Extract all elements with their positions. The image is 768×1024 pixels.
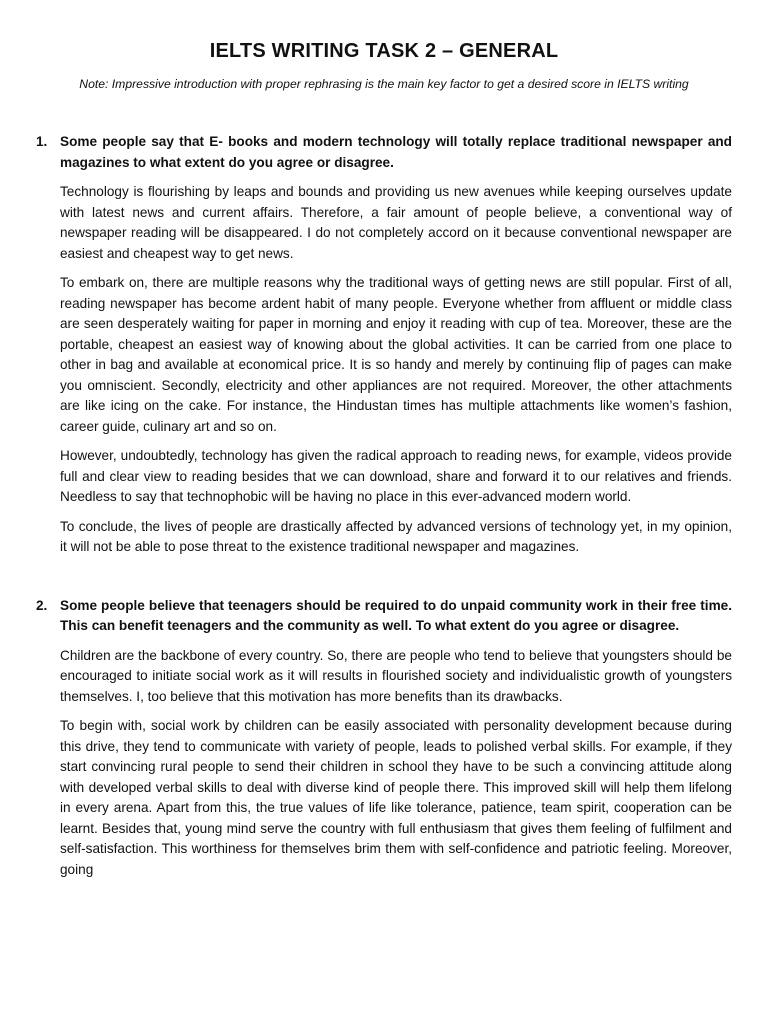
question-body bbox=[60, 596, 732, 881]
question-prompt: Some people believe that teenagers should be required to do unpaid community work in their free time. This can benefit teenagers and the community as well. To what extent do you agree or disagree. bbox=[60, 597, 732, 633]
question-prompt: Some people say that E- books and modern technology will totally replace traditional newspaper and magazines to what extent do you agree or disagree. bbox=[60, 134, 732, 170]
question-body bbox=[60, 132, 732, 558]
answer-paragraph: Children are the backbone of every country. So, there are people who tend to believe that youngsters should be encouraged to initiate social work as it will results in flourished society and individualistic growth of youngsters themselves. I, too believe that this motivation has more benefits than its drawbacks. bbox=[60, 647, 732, 704]
question-2 bbox=[36, 596, 732, 881]
question-number: 1. bbox=[36, 134, 48, 149]
question-number: 2. bbox=[36, 597, 48, 613]
answer-paragraph: To conclude, the lives of people are drastically affected by advanced versions of technology yet, in my opinion, it will not be able to pose threat to the existence traditional newspaper and magazines. bbox=[60, 518, 732, 554]
answer-paragraph: However, undoubtedly, technology has given the radical approach to reading news, for example, videos provide full and clear view to reading besides that we can download, share and forward it to our relatives and friends. Needless to say that technophobic will be having no place in this ever-advanced modern world. bbox=[60, 448, 732, 504]
document-title: IELTS WRITING TASK 2 – GENERAL bbox=[209, 40, 559, 62]
question-1 bbox=[36, 132, 732, 558]
answer-paragraph: To embark on, there are multiple reasons why the traditional ways of getting news are still popular. First of all, reading newspaper has become ardent habit of many people. Everyone whether from affluent or middle class are seen desperately waiting for paper in morning and enjoy it reading with cup of tea. Moreover, these are the portable, cheapest an easiest way of knowing about the global activities. It can be carried from one place to other in bag and available at economical price. It is so handy and merely by continuing flip of pages can make you omniscient. Secondly, electricity and other appliances are not required. Moreover, the other attachments are like icing on the cake. For instance, the Hindustan times has multiple attachments like women’s fashion, career guide, culinary art and so on. bbox=[60, 275, 732, 434]
document-note: Note: Impressive introduction with proper rephrasing is the main key factor to get a desired score in IELTS writing bbox=[79, 77, 689, 91]
answer-paragraph: Technology is flourishing by leaps and bounds and providing us new avenues while keeping ourselves update with latest news and current affairs. Therefore, a fair amount of people believe, a conventional way of newspaper reading will be disappeared. I do not completely accord on it because conventional newspaper are easiest and cheapest way to get news. bbox=[60, 184, 732, 261]
answer-paragraph: To begin with, social work by children can be easily associated with personality development because during this drive, they tend to communicate with variety of people, leads to polished verbal skills. For example, if they start convincing rural people to send their children in school they have to be such a convincing attitude along with developed verbal skills to deal with diverse kind of people there. This improved skill will help them lifelong in every arena. Apart from this, the true values of life like tolerance, patience, team spirit, cooperation can be learnt. Besides that, young mind serve the country with full enthusiasm that gives them feeling of fulfilment and self-satisfaction. This worthiness for themselves brim them with self-confidence and patriotic feeling. Moreover, going bbox=[60, 718, 732, 877]
